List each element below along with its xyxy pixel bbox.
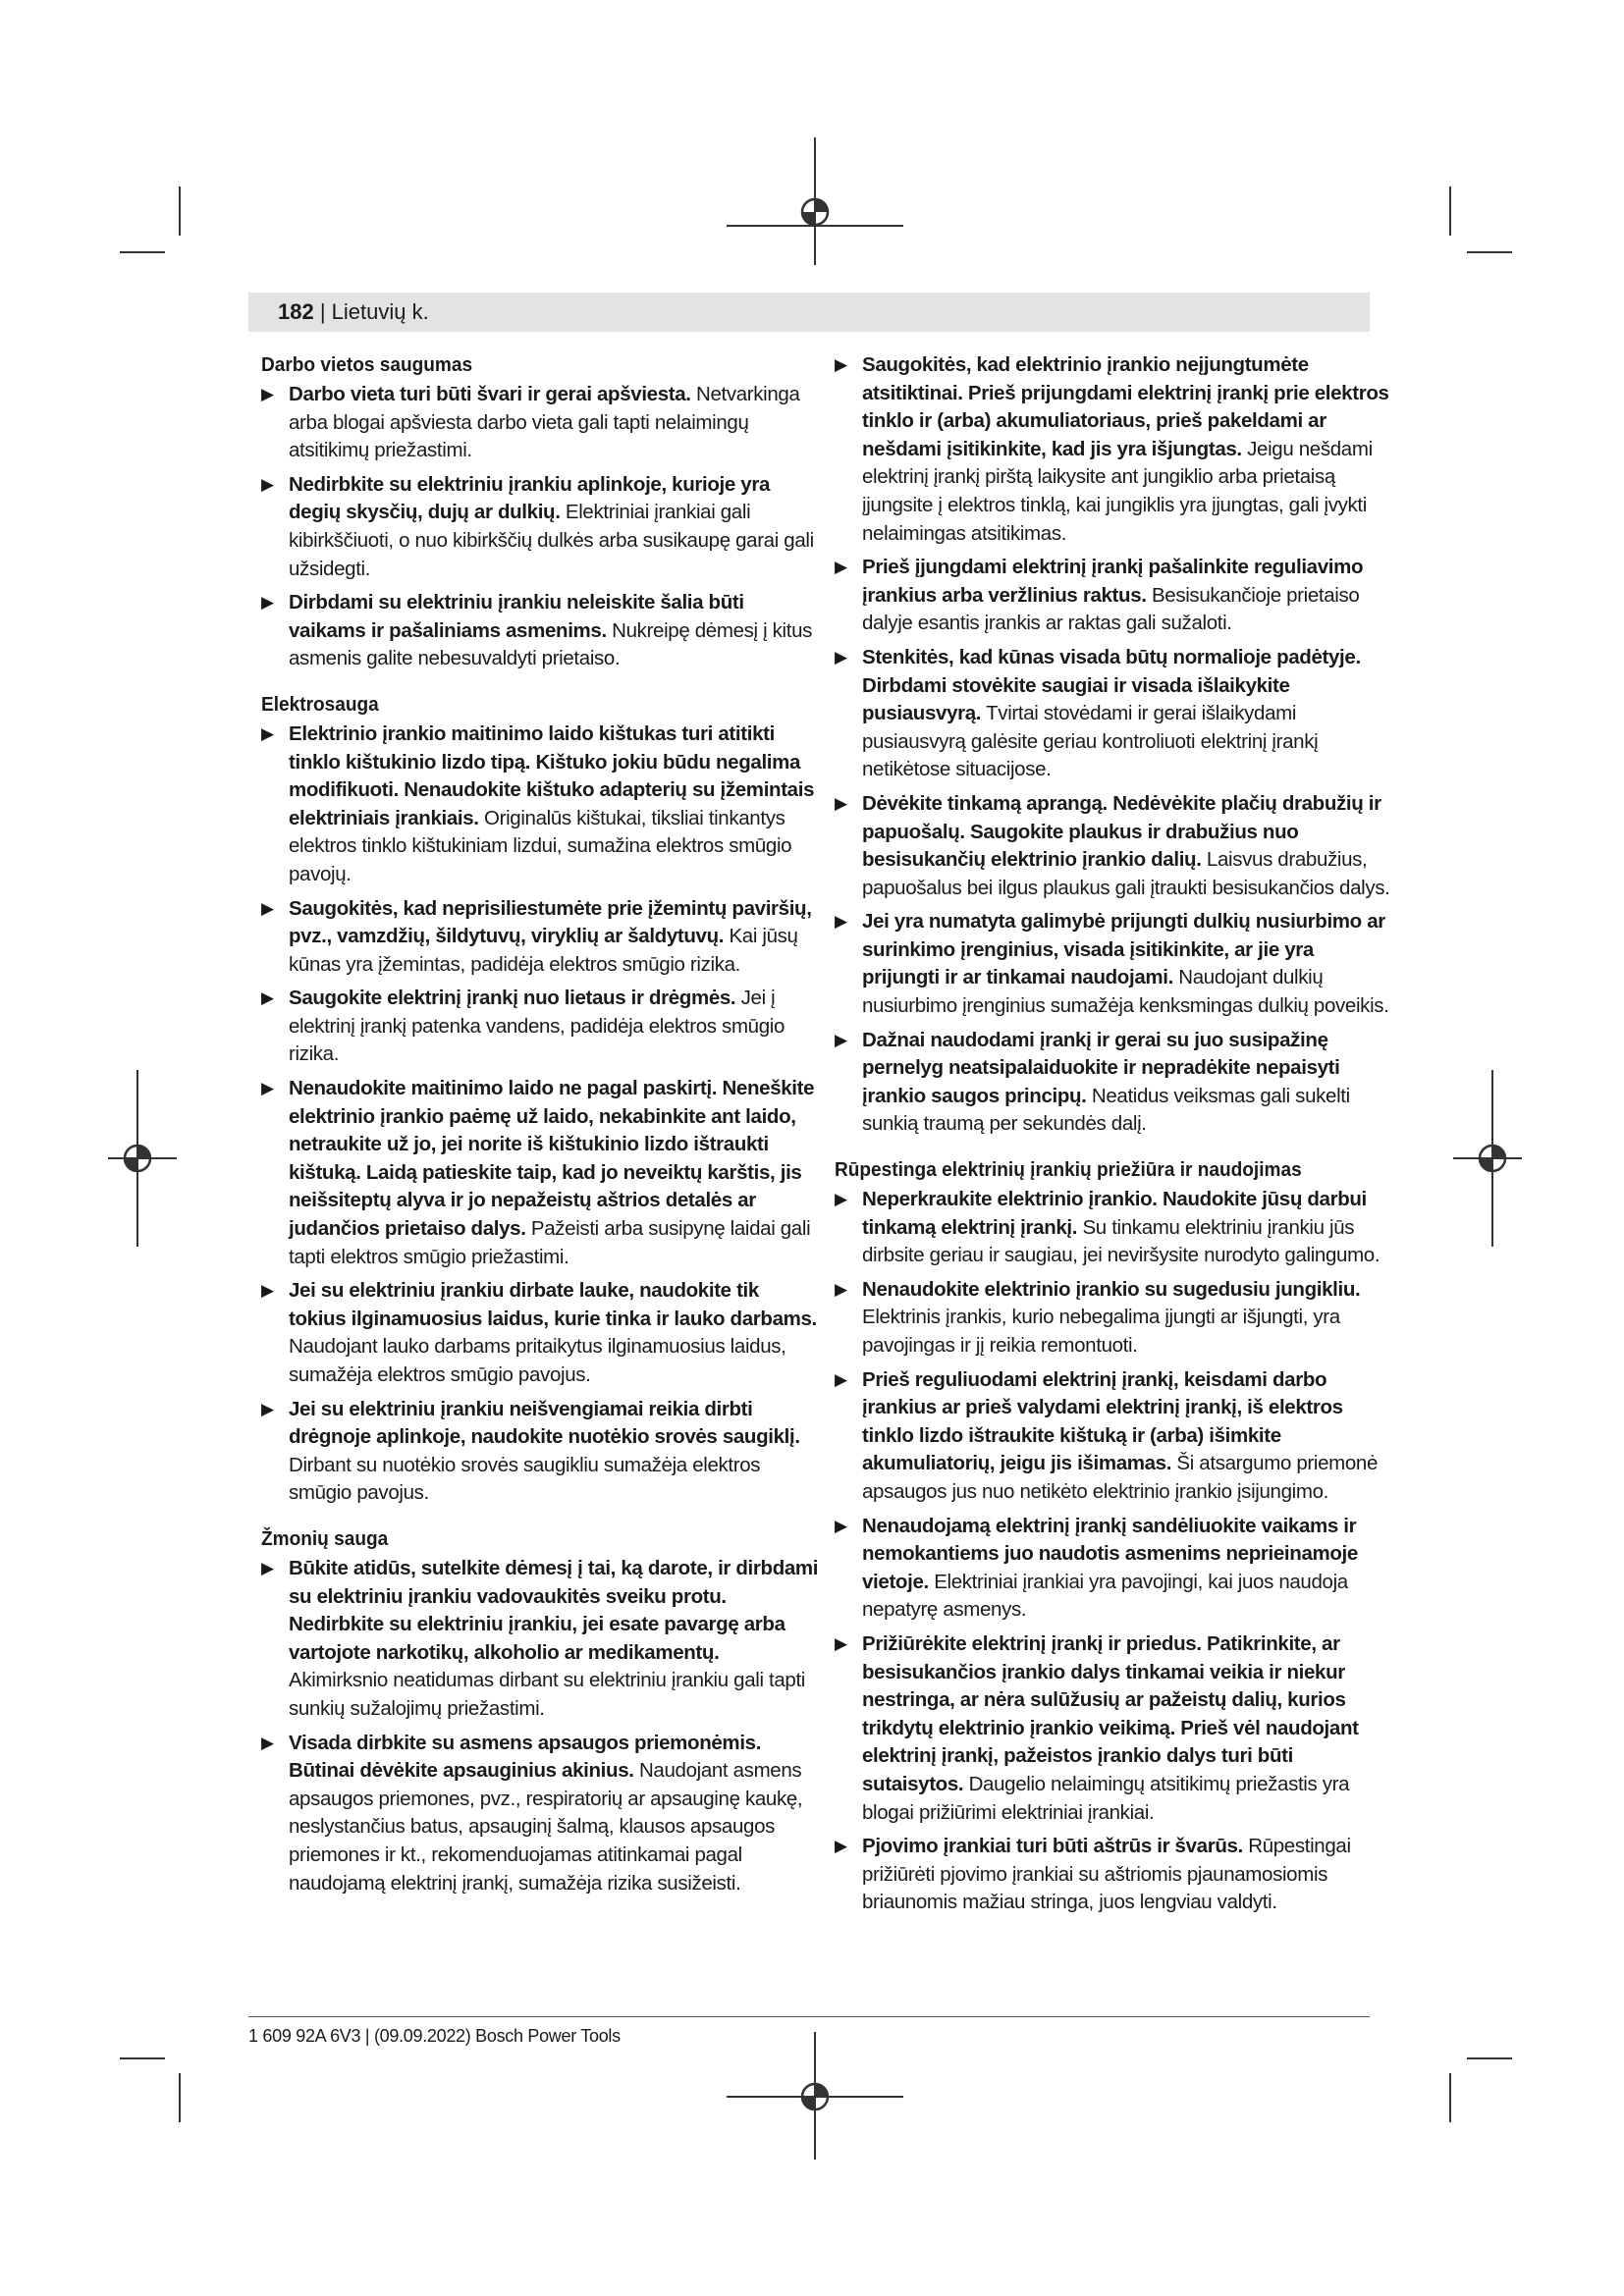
- crop-mark-bottom-left-h: [120, 2057, 165, 2059]
- section-title: Darbo vietos saugumas: [261, 353, 473, 376]
- bullet-triangle-icon: ▶: [835, 1190, 848, 1209]
- bullet-triangle-icon: ▶: [835, 558, 848, 577]
- list-item: ▶ Nenaudokite maitinimo laido ne pagal paskirtį. Neneškite elektrinio įrankio paėmę už laido, nekabinkite ant laido, netraukite už jo, jei norite iš kištukinio lizdo ištraukti kištuką. Laidą patieskite taip, kad jo neveiktų karštis, jis neišsiteptų alyva ir jo nepažeistų aštrios detalės ar judančios prietaiso dalys. Pažeisti arba susipynę laidai gali tapti elektros smūgio priežastimi.: [261, 1077, 815, 1268]
- bullet-triangle-icon: ▶: [261, 474, 275, 494]
- list-item: ▶ Jei su elektriniu įrankiu neišvengiamai reikia dirbti drėgnoje aplinkoje, naudokite nuotėkio srovės saugiklį. Dirbant su nuotėkio srovės saugikliu sumažėja elektros smūgio pavojus.: [261, 1397, 800, 1505]
- bullet-triangle-icon: ▶: [261, 1281, 275, 1301]
- left-column: [261, 351, 819, 1903]
- list-item: ▶ Stenkitės, kad kūnas visada būtų normalioje padėtyje. Dirbdami stovėkite saugiai ir visada išlaikykite pusiausvyrą. Tvirtai stovėdami ir gerai išlaikydami pusiausvyrą galėsite geriau kontroliuoti elektrinį įrankį netikėtose situacijose.: [835, 645, 1361, 781]
- bullet-triangle-icon: ▶: [835, 1279, 848, 1299]
- section-title: Rūpestinga elektrinių įrankių priežiūra ir naudojimas: [835, 1158, 1302, 1182]
- bullet-triangle-icon: ▶: [261, 723, 275, 743]
- crop-mark-top-right-h: [1467, 251, 1512, 253]
- bullet-triangle-icon: ▶: [835, 1030, 848, 1049]
- bullet-triangle-icon: ▶: [261, 593, 275, 613]
- bullet-triangle-icon: ▶: [835, 912, 848, 932]
- list-item: ▶ Nedirbkite su elektriniu įrankiu aplinkoje, kurioje yra degių skysčių, dujų ar dulkių. Elektriniai įrankiai gali kibirkščiuoti, o nuo kibirkščių dulkės arba susikaupę garai gali užsidegti.: [261, 472, 814, 580]
- page-header: [278, 298, 429, 326]
- crop-mark-bottom-right-h: [1467, 2057, 1512, 2059]
- header-separator: |: [313, 299, 332, 324]
- bullet-triangle-icon: ▶: [261, 1399, 275, 1418]
- list-item: ▶ Prieš reguliuodami elektrinį įrankį, keisdami darbo įrankius ar prieš valydami elektrinį įrankį, iš elektros tinklo lizdo ištraukite kištuką ir (arba) išimkite akumuliatorių, jeigu jis išimamas. Ši atsargumo priemonė apsaugos jus nuo netikėto elektrinio įrankio įsijungimo.: [835, 1367, 1379, 1503]
- registration-mark-right-icon: [1453, 1070, 1522, 1247]
- list-item: ▶ Prižiūrėkite elektrinį įrankį ir priedus. Patikrinkite, ar besisukančios įrankio dalys tinkamai veikia ir niekur nestringa, ar nėra sulūžusių ar pažeistų dalių, kurios trikdytų elektrinio įrankio veikimą. Prieš vėl naudojant elektrinį įrankį, pažeistos įrankio dalys turi būti sutaisytos. Daugelio nelaimingų atsitikimų priežastis yra blogai prižiūrimi elektriniai įrankiai.: [835, 1631, 1359, 1824]
- crop-mark-bottom-right-v: [1449, 2073, 1451, 2122]
- crop-mark-top-left-h: [120, 251, 165, 253]
- footer-divider: [248, 2016, 1370, 2017]
- list-item: ▶ Elektrinio įrankio maitinimo laido kištukas turi atitikti tinklo kištukinio lizdo tipą. Kištuko jokiu būdu negalima modifikuoti. Nenaudokite kištuko adapterių su įžemintais elektriniais įrankiais. Originalūs kištukai, tiksliai tinkantys elektros tinklo kištukiniam lizdui, sumažina elektros smūgio pavojų.: [261, 721, 815, 885]
- bullet-triangle-icon: ▶: [261, 898, 275, 918]
- list-item: ▶ Nenaudokite elektrinio įrankio su sugedusiu jungikliu. Elektrinis įrankis, kurio nebegalima įjungti ar išjungti, yra pavojingas ir jį reikia remontuoti.: [835, 1277, 1361, 1357]
- bullet-triangle-icon: ▶: [835, 1633, 848, 1653]
- list-item: ▶ Dirbdami su elektriniu įrankiu neleiskite šalia būti vaikams ir pašaliniams asmenims. Nukreipę dėmesį į kitus asmenis galite nebesuvaldyti prietaiso.: [261, 591, 813, 670]
- page-number: 182: [278, 299, 314, 324]
- bullet-triangle-icon: ▶: [835, 1837, 848, 1856]
- bullet-triangle-icon: ▶: [835, 793, 848, 813]
- bullet-triangle-icon: ▶: [835, 355, 848, 374]
- list-item: ▶ Dažnai naudodami įrankį ir gerai su juo susipažinę pernelyg neatsipalaiduokite ir nepradėkite nepaisyti įrankio saugos principų. Neatidus veiksmas gali sukelti sunkią traumą per sekundės dalį.: [835, 1028, 1350, 1136]
- list-item: ▶ Jei yra numatyta galimybė prijungti dulkių nusiurbimo ar surinkimo įrenginius, visada įsitikinkite, ar jie yra prijungti ir ar tinkamai naudojami. Naudojant dulkių nusiurbimo įrenginius sumažėja kenksmingas dulkių poveikis.: [835, 910, 1389, 1018]
- registration-mark-bottom-icon: [727, 2032, 903, 2160]
- list-item: ▶ Dėvėkite tinkamą aprangą. Nedėvėkite plačių drabužių ir papuošalų. Saugokite plaukus ir drabužius nuo besisukančių elektrinio įrankio dalių. Laisvus drabužius, papuošalus bei ilgus plaukus gali įtraukti besisukančios dalys.: [835, 791, 1390, 899]
- bullet-triangle-icon: ▶: [835, 1516, 848, 1535]
- section-title: Žmonių sauga: [261, 1526, 389, 1550]
- bullet-triangle-icon: ▶: [261, 385, 275, 403]
- registration-mark-top-icon: [727, 137, 903, 265]
- list-item: ▶ Saugokitės, kad elektrinio įrankio neįjungtumėte atsitiktinai. Prieš prijungdami elektrinį įrankį prie elektros tinklo ir (arba) akumuliatoriaus, prieš pakeldami ar nešdami įsitikinkite, kad jis yra išjungtas. Jeigu nešdami elektrinį įrankį pirštą laikysite ant jungiklio arba prietaisą įjungsite į elektros tinklą, kai jungiklis yra įjungtas, gali įvykti nelaimingas atsitikimas.: [835, 353, 1389, 545]
- list-item: ▶ Nenaudojamą elektrinį įrankį sandėliuokite vaikams ir nemokantiems juo naudotis asmenims neprieinamoje vietoje. Elektriniai įrankiai yra pavojingi, kai juos naudoja nepatyrę asmenys.: [835, 1514, 1358, 1622]
- list-item: ▶ Pjovimo įrankiai turi būti aštrūs ir švarūs. Rūpestingai prižiūrėti pjovimo įrankiai su aštriomis pjaunamosiomis briaunomis mažiau stringa, juos lengviau valdyti.: [835, 1835, 1351, 1914]
- bullet-triangle-icon: ▶: [261, 1558, 275, 1577]
- bullet-triangle-icon: ▶: [261, 988, 275, 1008]
- list-item: ▶ Būkite atidūs, sutelkite dėmesį į tai, ką darote, ir dirbdami su elektriniu įrankiu vadovaukitės sveiku protu. Nedirbkite su elektriniu įrankiu, jei esate pavargę arba vartojote narkotikų, alkoholio ar medikamentų. Akimirksnio neatidumas dirbant su elektriniu įrankiu gali tapti sunkių sužalojimų priežastimi.: [261, 1556, 819, 1720]
- section-title: Elektrosauga: [261, 692, 379, 716]
- page-footer: 1 609 92A 6V3 | (09.09.2022) Bosch Power Tools: [248, 2026, 621, 2046]
- list-item: ▶ Prieš įjungdami elektrinį įrankį pašalinkite reguliavimo įrankius arba veržlinius raktus. Besisukančioje prietaiso dalyje esantis įrankis ar raktas gali sužaloti.: [835, 556, 1364, 635]
- header-language: Lietuvių k.: [331, 299, 429, 324]
- crop-mark-top-left-v: [179, 187, 181, 236]
- bullet-triangle-icon: ▶: [261, 1079, 275, 1098]
- list-item: ▶ Neperkraukite elektrinio įrankio. Naudokite jūsų darbui tinkamą elektrinį įrankį. Su tinkamu elektriniu įrankiu jūs dirbsite geriau ir saugiau, jei neviršysite nurodyto galingumo.: [835, 1188, 1380, 1267]
- list-item: ▶ Darbo vieta turi būti švari ir gerai apšviesta. Netvarkinga arba blogai apšviesta darbo vieta gali tapti nelaimingų atsitikimų priežastimi.: [261, 383, 800, 462]
- list-item: ▶ Saugokite elektrinį įrankį nuo lietaus ir drėgmės. Jei į elektrinį įrankį patenka vandens, padidėja elektros smūgio rizika.: [261, 987, 785, 1066]
- right-column: [835, 351, 1392, 1923]
- crop-mark-bottom-left-v: [179, 2073, 181, 2122]
- bullet-triangle-icon: ▶: [835, 1369, 848, 1389]
- crop-mark-top-right-v: [1449, 187, 1451, 236]
- list-item: ▶ Visada dirbkite su asmens apsaugos priemonėmis. Būtinai dėvėkite apsauginius akinius. Naudojant asmens apsaugos priemones, pvz., respiratorių ar apsauginę kaukę, neslystančius batus, apsauginį šalmą, klausos apsaugos priemones ir kt., rekomenduojamas atitinkamai pagal naudojamą elektrinį įrankį, sumažėja rizika susižeisti.: [261, 1731, 803, 1895]
- list-item: ▶ Jei su elektriniu įrankiu dirbate lauke, naudokite tik tokius ilginamuosius laidus, kurie tinka ir lauko darbams. Naudojant lauko darbams pritaikytus ilginamuosius laidus, sumažėja elektros smūgio pavojus.: [261, 1279, 817, 1386]
- bullet-triangle-icon: ▶: [261, 1733, 275, 1752]
- registration-mark-left-icon: [108, 1070, 177, 1247]
- list-item: ▶ Saugokitės, kad neprisiliestumėte prie įžemintų paviršių, pvz., vamzdžių, šildytuvų, viryklių ar šaldytuvų. Kai jūsų kūnas yra įžemintas, padidėja elektros smūgio rizika.: [261, 896, 812, 976]
- bullet-triangle-icon: ▶: [835, 647, 848, 667]
